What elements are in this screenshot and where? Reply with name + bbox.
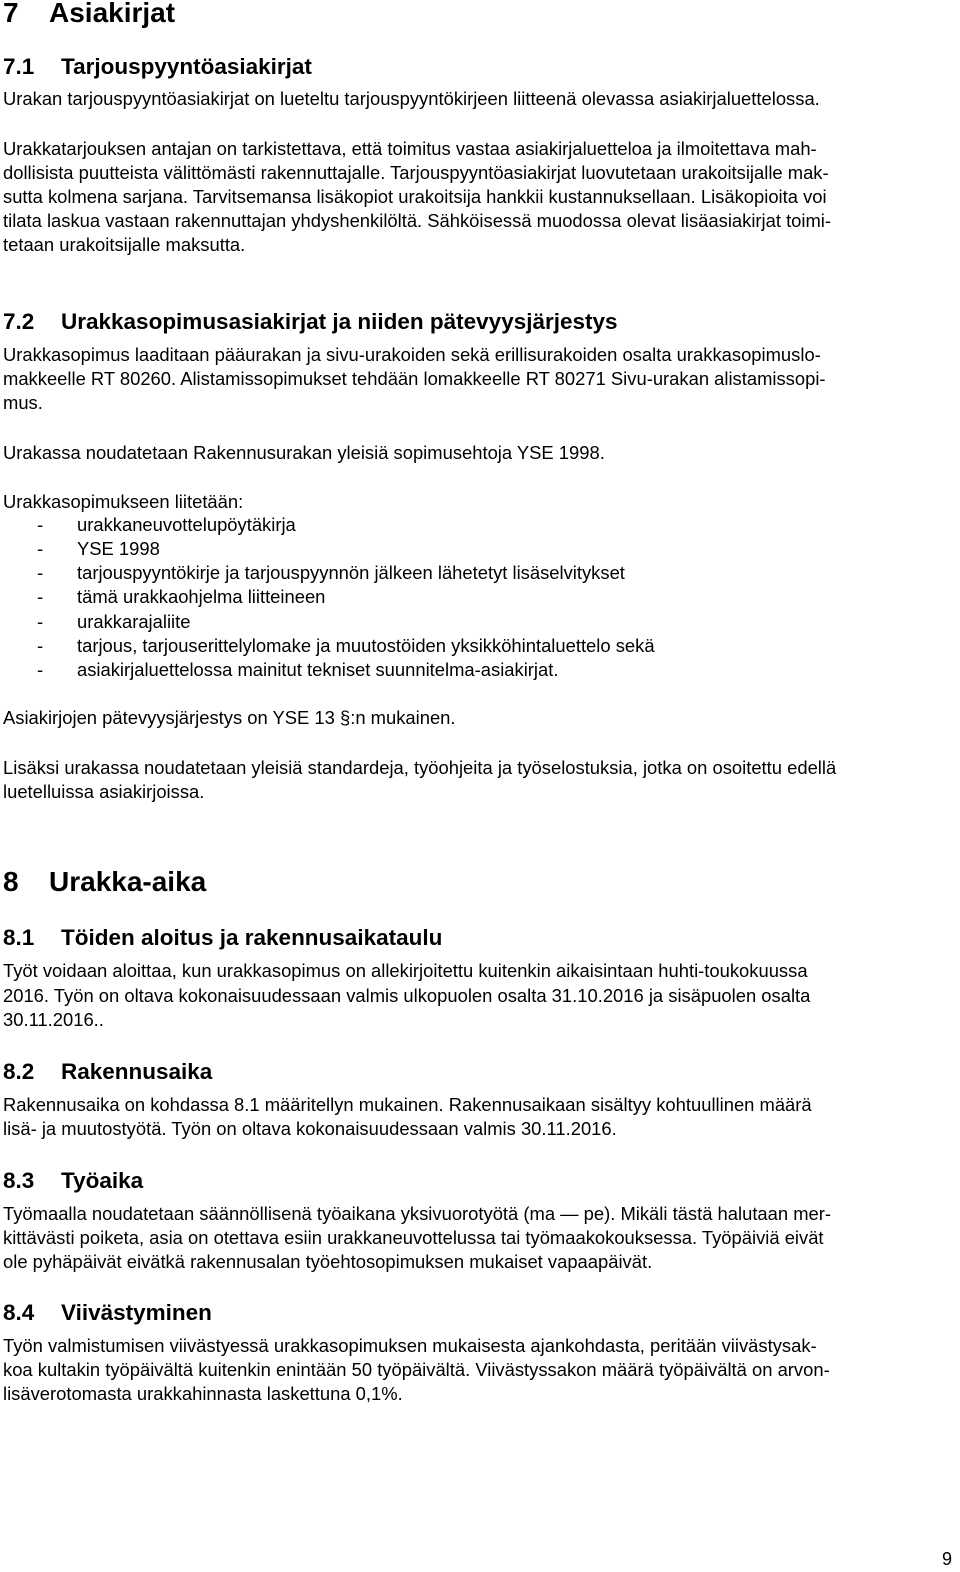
paragraph-line: 30.11.2016..	[3, 1009, 104, 1030]
paragraph-line: lisäverotomasta urakkahinnasta laskettuna 0,1%.	[3, 1383, 403, 1404]
paragraph-line: Urakan tarjouspyyntöasiakirjat on lueteltu tarjouspyyntökirjeen liitteenä olevassa asiakirjaluettelossa.	[3, 88, 820, 109]
list-item	[3, 537, 160, 561]
list-bullet: -	[37, 562, 44, 583]
list-bullet: -	[37, 659, 44, 680]
section-number: 8.4	[3, 1300, 35, 1325]
list-item-text: urakkarajaliite	[77, 611, 191, 632]
list-item	[3, 561, 625, 585]
paragraph-line: Urakkatarjouksen antajan on tarkistettava, että toimitus vastaa asiakirjaluetteloa ja ilmoitettava mah-	[3, 138, 817, 159]
paragraph-line: Työn valmistumisen viivästyessä urakkasopimuksen mukaisesta ajankohdasta, peritään viivästysak-	[3, 1335, 817, 1356]
section-number: 7.1	[3, 54, 35, 79]
paragraph-line: Työmaalla noudatetaan säännöllisenä työaikana yksivuorotyötä (ma — pe). Mikäli tästä halutaan mer-	[3, 1203, 832, 1224]
list-bullet: -	[37, 635, 44, 656]
chapter-heading	[3, 0, 175, 29]
paragraph-line: sutta kolmena sarjana. Tarvitsemansa lisäkopiot urakoitsija hankkii kustannuksellaan. Lisäkopioita voi	[3, 186, 827, 207]
paragraph-line: Urakkasopimus laaditaan pääurakan ja sivu-urakoiden sekä erillisurakoiden osalta urakkasopimuslo-	[3, 344, 821, 365]
section-title: Rakennusaika	[61, 1059, 213, 1084]
chapter-title: Asiakirjat	[49, 0, 176, 28]
paragraph-line: Urakassa noudatetaan Rakennusurakan yleisiä sopimusehtoja YSE 1998.	[3, 442, 605, 463]
section-title: Urakkasopimusasiakirjat ja niiden pätevyysjärjestys	[61, 309, 618, 334]
list-bullet: -	[37, 586, 44, 607]
section-number: 7.2	[3, 309, 35, 334]
paragraph-line: ole pyhäpäivät eivätkä rakennusalan työehtosopimuksen mukaiset vapaapäivät.	[3, 1251, 653, 1272]
paragraph-line: makkeelle RT 80260. Alistamissopimukset tehdään lomakkeelle RT 80271 Sivu-urakan alistamissopi-	[3, 368, 826, 389]
page-number: 9	[941, 1549, 952, 1569]
list-item	[3, 513, 296, 537]
list-item-text: tarjouspyyntökirje ja tarjouspyynnön jälkeen lähetetyt lisäselvitykset	[77, 562, 625, 583]
paragraph-line: koa kultakin työpäivältä kuitenkin enintään 50 työpäivältä. Viivästyssakon määrä työpäivältä on arvon-	[3, 1359, 830, 1380]
list-bullet: -	[37, 514, 44, 535]
section-title: Viivästyminen	[61, 1300, 212, 1325]
chapter-title: Urakka-aika	[49, 866, 207, 897]
list-item	[3, 658, 558, 682]
paragraph-line: Lisäksi urakassa noudatetaan yleisiä standardeja, työohjeita ja työselostuksia, jotka on osoitettu edellä	[3, 757, 837, 778]
section-heading	[3, 1167, 143, 1195]
paragraph-line: tilata laskua vastaan rakennuttajan yhdyshenkilöltä. Sähköisessä muodossa olevat lisäasiakirjat toimi-	[3, 210, 832, 231]
list-item-text: urakkaneuvottelupöytäkirja	[77, 514, 296, 535]
chapter-heading	[3, 866, 206, 898]
list-bullet: -	[37, 538, 44, 559]
paragraph-line: Asiakirjojen pätevyysjärjestys on YSE 13 §:n mukainen.	[3, 707, 456, 728]
paragraph-line: kittävästi poiketa, asia on otettava esiin urakkaneuvottelussa tai työmaakokouksessa. Työpäiviä eivät	[3, 1227, 824, 1248]
section-heading	[3, 1299, 212, 1327]
paragraph-line: 2016. Työn on oltava kokonaisuudessaan valmis ulkopuolen osalta 31.10.2016 ja sisäpuolen osalta	[3, 985, 811, 1006]
section-title: Työaika	[61, 1168, 144, 1193]
section-number: 8.1	[3, 925, 35, 950]
list-item-text: asiakirjaluettelossa mainitut tekniset suunnitelma-asiakirjat.	[77, 659, 559, 680]
list-item-text: tämä urakkaohjelma liitteineen	[77, 586, 326, 607]
list-item	[3, 610, 190, 634]
section-heading	[3, 308, 618, 336]
paragraph-line: tetaan urakoitsijalle maksutta.	[3, 234, 246, 255]
section-heading	[3, 924, 442, 952]
section-title: Tarjouspyyntöasiakirjat	[61, 54, 312, 79]
paragraph-line: Työt voidaan aloittaa, kun urakkasopimus on allekirjoitettu kuitenkin aikaisintaan huhti-toukokuussa	[3, 960, 808, 981]
list-bullet: -	[37, 611, 44, 632]
list-item-text: tarjous, tarjouserittelylomake ja muutostöiden yksikköhintaluettelo sekä	[77, 635, 655, 656]
list-intro: Urakkasopimukseen liitetään:	[3, 491, 244, 512]
paragraph-line: Rakennusaika on kohdassa 8.1 määritellyn mukainen. Rakennusaikaan sisältyy kohtuullinen määrä	[3, 1094, 812, 1115]
chapter-number: 8	[3, 866, 19, 897]
section-heading	[3, 1058, 212, 1086]
list-item	[3, 634, 655, 658]
section-heading	[3, 53, 312, 81]
section-number: 8.2	[3, 1059, 35, 1084]
chapter-number: 7	[3, 0, 19, 28]
paragraph-line: dollisista puutteista välittömästi rakennuttajalle. Tarjouspyyntöasiakirjat luovutetaan urakoitsijalle mak-	[3, 162, 829, 183]
section-number: 8.3	[3, 1168, 35, 1193]
list-item	[3, 585, 325, 609]
paragraph-line: lisä- ja muutostyötä. Työn on oltava kokonaisuudessaan valmis 30.11.2016.	[3, 1118, 617, 1139]
section-title: Töiden aloitus ja rakennusaikataulu	[61, 925, 443, 950]
paragraph-line: mus.	[3, 392, 43, 413]
paragraph-line: luetelluissa asiakirjoissa.	[3, 781, 205, 802]
list-item-text: YSE 1998	[77, 538, 160, 559]
